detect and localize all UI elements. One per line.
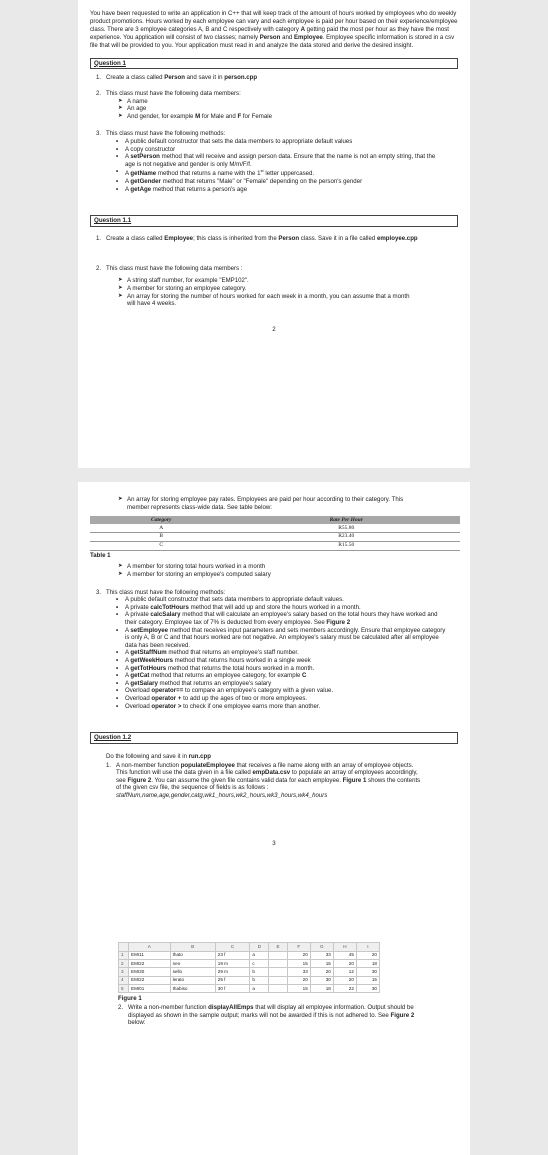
q1-methods — [116, 138, 436, 193]
question-1-2-heading: Question 1.2 — [90, 732, 458, 744]
q12-item-1: 1. A non-member function populateEmployee that receives a file name along with an array of employee objects. This function will use the data given in a file called empData.csv to populate an array of employees accordingly, see Figure 2. You can assume the given file contains valid data for each employee. Figure 1 shows the contents of the given csv file, the sequence of fields is as follows : staffNum,name,age,gender,catg,wk1_hours,wk2_hours,wk3_hours,wk4_hours — [106, 761, 421, 800]
q1-data-members — [118, 98, 458, 121]
list-item: ➤ A name — [118, 97, 148, 105]
q11-more-members — [118, 563, 458, 578]
table-row: 2 EMI22 neo 19 m c 15 15 20 18 — [119, 959, 380, 967]
list-item: • A copy constructor — [116, 145, 176, 153]
intro-paragraph: You have been requested to write an application in C++ that will keep track of the amount of hours worked by employees who do weekly product promotions. Hours worked by each employee can vary and each employee is paid per hour based on their experience/employee class. There are 3 employee categories A, B and C respectively with category A getting paid the most per hour as they have the most experience. You application will consist of two classes; namely Person and Employee. Employee specific information is stored in a csv file that will be provided to you. Your application must read in and analyze the data stored and derive the desired insight. — [90, 10, 458, 49]
list-item: • A setPerson method that will receive and assign person data. Ensure that the name is not an empty string, that the age is not negative and gender is only M/m/F/f. — [116, 153, 436, 168]
list-item: • Overload operator + to add up the ages of two or more employees. — [116, 695, 308, 703]
q12-intro: Do the following and save it in run.cpp — [106, 753, 211, 761]
list-item: • A getSalary method that returns an employee's salary — [116, 679, 272, 687]
list-item: ➤ A member for storing total hours worked in a month — [118, 563, 266, 571]
table-row: C R15.50 — [90, 541, 460, 550]
table-row: 4 EMI22 lerato 25 f b 20 30 20 15 — [119, 976, 380, 984]
list-item: • A private calcSalary method that will calculate an employee's salary based on the total hours they have worked and their category. Employee tax of 7% is deducted from every employee. See Figure 2 — [116, 611, 438, 626]
list-item: • A private calcTotHours method that will add up and store the hours worked in a month. — [116, 603, 361, 611]
list-item: • A getStaffNum method that returns an employee's staff number. — [116, 649, 299, 657]
question-1-1-heading: Question 1.1 — [90, 215, 458, 227]
q11-methods — [116, 596, 446, 710]
page-number: 2 — [272, 325, 276, 333]
document-page-1 — [78, 0, 470, 468]
table-header-category: Category — [90, 516, 232, 524]
q1-item-2: 2. This class must have the following data members: — [96, 89, 241, 97]
table-row: 5 EMI01 thabiso 30 f a 15 18 22 30 — [119, 984, 380, 992]
table-row: 3 EMI30 sello 29 m b 33 20 12 30 — [119, 968, 380, 976]
list-item: • A getCat method that returns an employee category, for example C — [116, 672, 307, 680]
list-item: • A getName method that returns a name with the 1st letter uppercased. — [116, 168, 315, 178]
list-item: ➤ And gender, for example M for Male and F for Female — [118, 112, 272, 120]
table-row: 1 EMI11 thato 23 f a 20 33 45 20 — [119, 951, 380, 959]
list-item: ➤ An array for storing employee pay rates. Employees are paid per hour according to their category. This member represents class-wide data. See table below: — [118, 496, 404, 511]
list-item: ➤ An age — [118, 105, 147, 113]
table-header-rate: Rate Per Hour — [232, 516, 460, 524]
q11-item-2: 2. This class must have the following data members : — [96, 264, 243, 272]
list-item: • A public default constructor that sets data members to appropriate default values. — [116, 596, 344, 604]
list-item: ➤ An array for storing the number of hours worked for each week in a month, you can assume that a month will have 4 weeks. — [118, 292, 410, 308]
list-item: • Overload operator== to compare an employee's category with a given value. — [116, 687, 334, 695]
table-row: A R55.80 — [90, 524, 460, 532]
q11-data-members — [118, 277, 418, 307]
rates-member — [118, 496, 418, 511]
q1-item-3: 3. This class must have the following methods: — [96, 130, 226, 138]
list-item: ➤ A string staff number, for example "EMP102". — [118, 277, 249, 285]
q12-item-2: 2. Write a non-member function displayAllEmps that will display all employee information. Output should be displayed as shown in the sample output; marks will not be awarded if this is not adhered to. See Figure 2 below: — [118, 1003, 415, 1027]
q1-item-1: 1. Create a class called Person and save it in person.cpp — [96, 74, 258, 82]
table-caption: Table 1 — [90, 551, 111, 559]
list-item: • A getTotHours method that returns the total hours worked in a month. — [116, 664, 315, 672]
list-item: • A getGender method that returns "Male" or "Female" depending on the person's gender — [116, 178, 363, 186]
page-number: 3 — [272, 839, 276, 847]
list-item: ➤ A member for storing an employee's computed salary — [118, 570, 271, 578]
list-item: ➤ A member for storing an employee category. — [118, 284, 247, 292]
rate-table — [90, 516, 460, 551]
list-item: • A public default constructor that sets the data members to appropriate default values — [116, 138, 353, 146]
list-item: • A setEmployee method that receives input parameters and sets members accordingly. Ensure that employee category is only A, B or C and that hours worked are not negative. An employee's salary must be calculated after all employee data has been received. — [116, 626, 446, 649]
q11-item-1: 1. Create a class called Employee; this class is inherited from the Person class. Save it in a file called employee.cpp — [96, 235, 418, 243]
table-header-row — [90, 516, 460, 524]
list-item: • Overload operator > to check if one employee earns more than another. — [116, 702, 321, 710]
list-item: • A getWeekHours method that returns hours worked in a single week — [116, 657, 311, 665]
question-1-heading: Question 1 — [90, 58, 458, 70]
table-row: B R23.40 — [90, 532, 460, 541]
q11-item-3: 3. This class must have the following methods: — [96, 588, 226, 596]
document-page-2 — [78, 482, 470, 1155]
figure-caption: Figure 1 — [118, 995, 142, 1003]
spreadsheet-header-row: A B C D E F G H I — [119, 943, 380, 951]
csv-spreadsheet — [118, 942, 380, 993]
list-item: • A getAge method that returns a person's age — [116, 185, 248, 193]
